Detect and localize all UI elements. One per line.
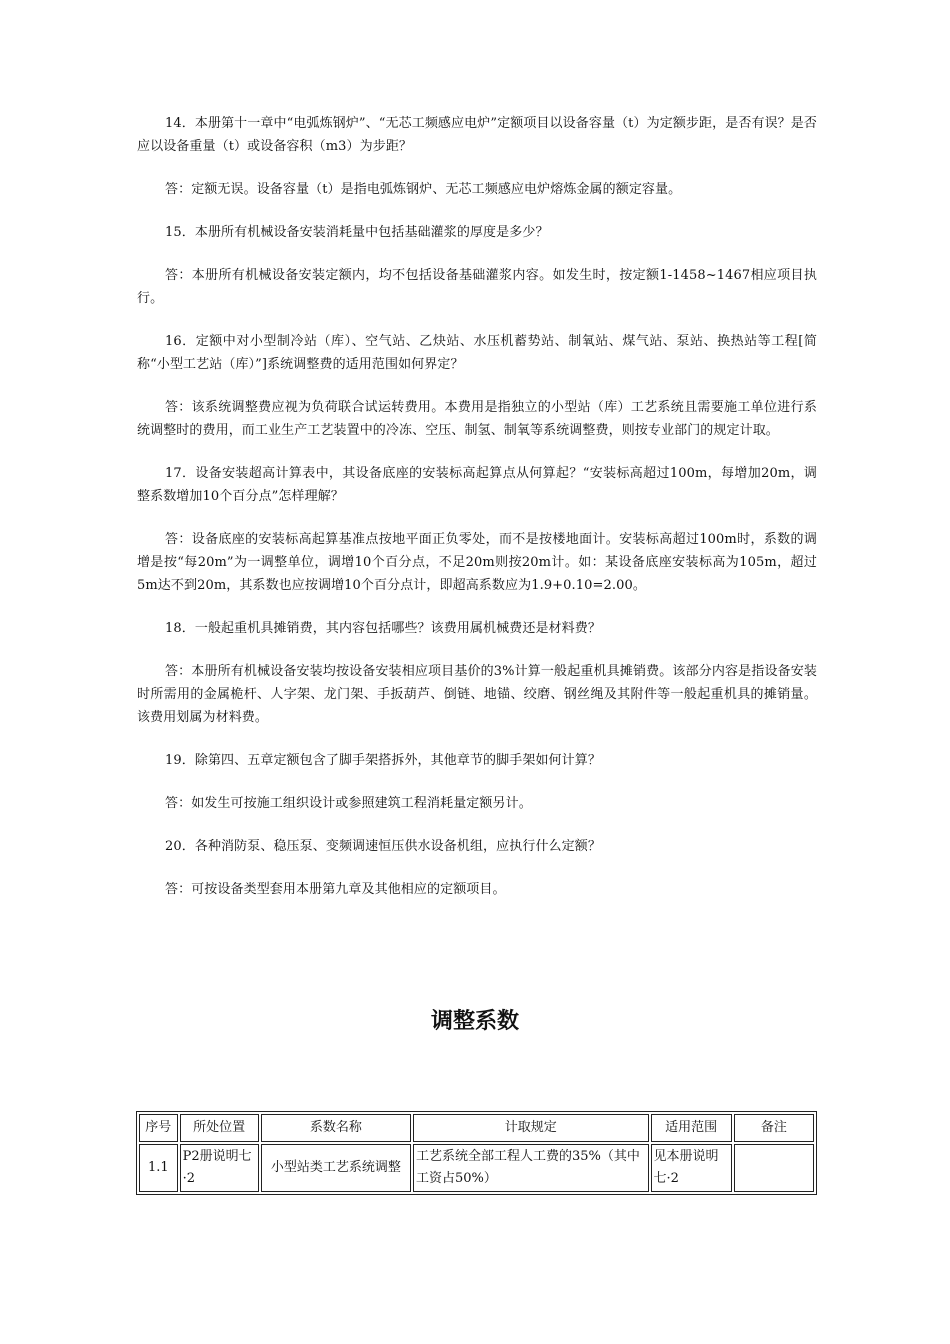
header-rule: 计取规定 [413,1114,649,1142]
table-row [139,1144,814,1192]
header-remark: 备注 [734,1114,814,1142]
question-14: 14．本册第十一章中“电弧炼钢炉”、“无芯工频感应电炉”定额项目以设备容量（t）为定额步距，是否有误？是否应以设备重量（t）或设备容积（m3）为步距？ [137,116,817,154]
cell-location: P2册说明七·2 [180,1144,259,1192]
answer-16: 答：该系统调整费应视为负荷联合试运转费用。本费用是指独立的小型站（库）工艺系统且需要施工单位进行系统调整时的费用，而工业生产工艺装置中的冷冻、空压、制氢、制氧等系统调整费，则按专业部门的规定计取。 [137,400,817,438]
cell-scope: 见本册说明七·2 [651,1144,732,1192]
coefficient-table [136,1111,817,1195]
question-16: 16．定额中对小型制冷站（库）、空气站、乙炔站、水压机蓄势站、制氧站、煤气站、泵站、换热站等工程[简称“小型工艺站（库）”]系统调整费的适用范围如何界定？ [137,334,817,372]
header-coef-name: 系数名称 [261,1114,411,1142]
header-scope: 适用范围 [651,1114,732,1142]
cell-coef-name: 小型站类工艺系统调整 [261,1144,411,1192]
answer-15: 答：本册所有机械设备安装定额内，均不包括设备基础灌浆内容。如发生时，按定额1-1458~1467相应项目执行。 [137,268,817,306]
question-18: 18．一般起重机具摊销费，其内容包括哪些？该费用属机械费还是材料费？ [165,621,601,636]
question-17: 17．设备安装超高计算表中，其设备底座的安装标高起算点从何算起？“安装标高超过100m，每增加20m，调整系数增加10个百分点”怎样理解？ [137,466,817,504]
header-seq: 序号 [139,1114,178,1142]
section-title: 调整系数 [430,1009,519,1034]
question-15: 15．本册所有机械设备安装消耗量中包括基础灌浆的厚度是多少？ [165,225,549,240]
answer-18: 答：本册所有机械设备安装均按设备安装相应项目基价的3%计算一般起重机具摊销费。该部分内容是指设备安装时所需用的金属桅杆、人字架、龙门架、手扳葫芦、倒链、地锚、绞磨、钢丝绳及其附件等一般起重机具的摊销量。该费用划属为材料费。 [137,664,817,725]
cell-seq: 1.1 [139,1144,178,1192]
table-header-row [139,1114,814,1142]
answer-20: 答：可按设备类型套用本册第九章及其他相应的定额项目。 [165,882,506,897]
question-19: 19．除第四、五章定额包含了脚手架搭拆外，其他章节的脚手架如何计算？ [165,753,601,768]
cell-remark [734,1144,814,1192]
answer-17: 答：设备底座的安装标高起算基准点按地平面正负零处，而不是按楼地面计。安装标高超过100m时，系数的调增是按“每20m”为一调整单位，调增10个百分点，不足20m则按20m计。如：某设备底座安装标高为105m，超过5m达不到20m，其系数也应按调增10个百分点计，即超高系数应为1.9+0.10=2.00。 [137,532,817,593]
qa-section [137,112,817,921]
header-location: 所处位置 [180,1114,259,1142]
cell-rule: 工艺系统全部工程人工费的35%（其中工资占50%） [413,1144,649,1192]
question-20: 20．各种消防泵、稳压泵、变频调速恒压供水设备机组，应执行什么定额？ [165,839,601,854]
answer-14: 答：定额无误。设备容量（t）是指电弧炼钢炉、无芯工频感应电炉熔炼金属的额定容量。 [165,182,682,197]
answer-19: 答：如发生可按施工组织设计或参照建筑工程消耗量定额另计。 [165,796,532,811]
